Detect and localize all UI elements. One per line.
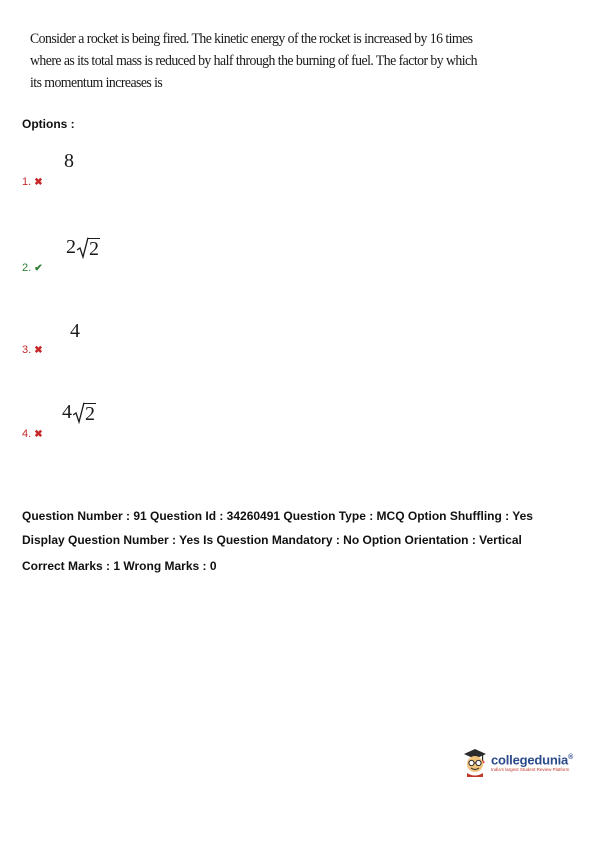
option-3-label [22, 344, 43, 356]
option-number: 2. [22, 262, 32, 274]
option-1-label [22, 176, 43, 188]
question-meta-line: Correct Marks : 1 Wrong Marks : 0 [22, 559, 217, 573]
option-coefficient: 4 [62, 401, 72, 423]
option-4-value [62, 401, 96, 424]
cross-icon: ✖ [34, 176, 43, 188]
option-number: 4. [22, 428, 32, 440]
question-meta-line: Question Number : 91 Question Id : 34260491 Question Type : MCQ Option Shuffling : Yes [22, 509, 533, 523]
option-1-value [64, 150, 74, 173]
logo-wordmark: collegedunia® [491, 752, 574, 768]
check-icon: ✔ [34, 262, 43, 274]
option-number: 3. [22, 344, 32, 356]
option-radicand: 2 [89, 238, 99, 260]
option-coefficient: 2 [66, 236, 76, 258]
cross-icon: ✖ [34, 344, 43, 356]
option-2-value [66, 236, 100, 259]
question-meta-line: Display Question Number : Yes Is Question Mandatory : No Option Orientation : Vertical [22, 533, 522, 547]
question-line: its momentum increases is [30, 75, 163, 91]
question-line: Consider a rocket is being fired. The kinetic energy of the rocket is increased by 16 times [30, 31, 473, 47]
option-number: 1. [22, 176, 32, 188]
question-text [30, 28, 477, 94]
sqrt-symbol [73, 402, 96, 424]
option-radicand: 2 [85, 403, 95, 425]
option-coefficient: 8 [64, 150, 74, 172]
option-3-value [70, 320, 80, 343]
option-4-label [22, 428, 43, 440]
option-coefficient: 4 [70, 320, 80, 342]
logo-tagline: India's largest Student Review Platform [491, 767, 570, 773]
options-heading: Options : [22, 117, 75, 131]
collegedunia-logo [462, 747, 573, 777]
option-2-label [22, 262, 43, 274]
cross-icon: ✖ [34, 428, 43, 440]
question-line: where as its total mass is reduced by half through the burning of fuel. The factor by which [30, 53, 477, 69]
sqrt-symbol [77, 237, 100, 259]
graduate-mascot-icon [462, 747, 488, 777]
